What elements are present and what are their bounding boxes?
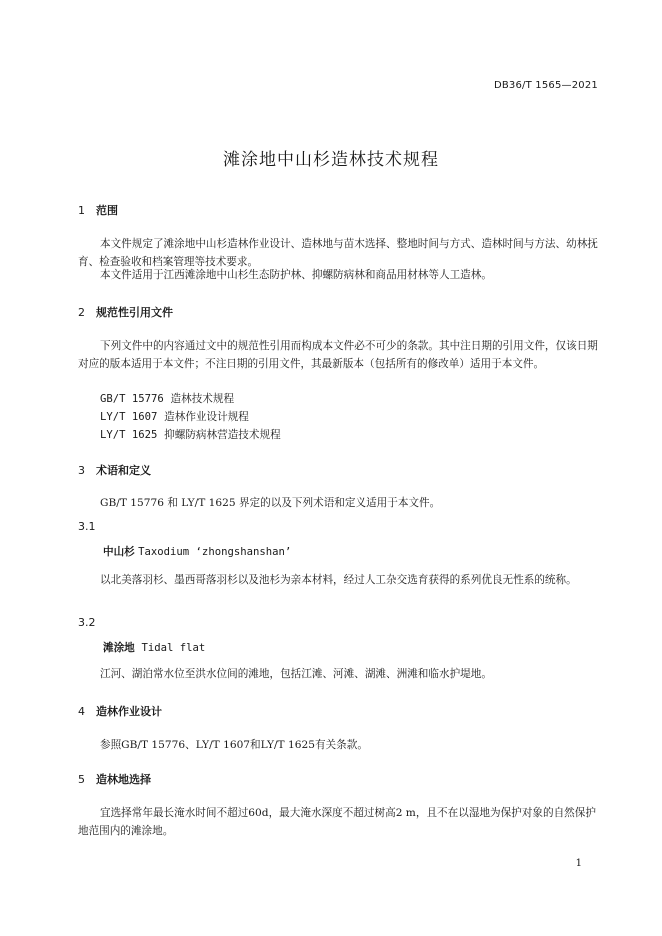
section-title: 规范性引用文件 (96, 306, 173, 319)
paragraph: 本文件规定了滩涂地中山杉造林作业设计、造林地与苗木选择、整地时间与方式、造林时间与方法、幼林抚育、检查验收和档案管理等技术要求。 (78, 238, 598, 268)
page-number: 1 (575, 858, 582, 869)
paragraph: GB/T 15776 和 LY/T 1625 界定的以及下列术语和定义适用于本文件。 (100, 497, 441, 509)
reference-code: GB/T 15776 (100, 393, 164, 405)
term-english: Tidal flat (141, 642, 206, 654)
section-title: 术语和定义 (96, 464, 151, 477)
section-title: 范围 (96, 204, 118, 217)
section-3-heading (78, 462, 151, 478)
section-4-heading (78, 703, 162, 719)
term-chinese: 中山杉 (103, 546, 135, 558)
reference-name: 抑螺防病林营造技术规程 (164, 429, 281, 441)
reference-code: LY/T 1607 (100, 411, 158, 423)
paragraph: 本文件适用于江西滩涂地中山杉生态防护林、抑螺防病林和商品用材林等人工造林。 (100, 269, 492, 281)
document-title: 滩涂地中山杉造林技术规程 (223, 150, 439, 170)
reference-code: LY/T 1625 (100, 429, 158, 441)
reference-name: 造林技术规程 (170, 393, 235, 405)
term-definition: 以北美落羽杉、墨西哥落羽杉以及池杉为亲本材料，经过人工杂交选育获得的系列优良无性系的统称。 (100, 574, 577, 586)
paragraph: 宜选择常年最长淹水时间不超过60d，最大淹水深度不超过树高2 m，且不在以湿地为保护对象的自然保护地范围内的滩涂地。 (78, 807, 596, 837)
section-5-heading (78, 771, 151, 787)
section-number: 1 (78, 204, 85, 217)
term-entry (103, 640, 205, 655)
term-chinese: 滩涂地 (103, 642, 135, 654)
paragraph: 参照GB/T 15776、LY/T 1607和LY/T 1625有关条款。 (100, 739, 368, 751)
reference-item (100, 426, 281, 444)
term-definition: 江河、湖泊常水位至洪水位间的滩地，包括江滩、河滩、湖滩、洲滩和临水护堤地。 (100, 668, 492, 680)
section-number: 2 (78, 306, 85, 319)
reference-item (100, 408, 249, 426)
term-entry (103, 544, 291, 559)
document-code: DB36/T 1565—2021 (493, 80, 598, 91)
section-1-heading (78, 202, 118, 218)
paragraph: 下列文件中的内容通过文中的规范性引用而构成本文件必不可少的条款。其中注日期的引用文件，仅该日期对应的版本适用于本文件；不注日期的引用文件，其最新版本（包括所有的修改单）适用于本文件。 (78, 340, 598, 370)
section-number: 5 (78, 773, 85, 786)
section-title: 造林地选择 (96, 773, 151, 786)
reference-item (100, 390, 234, 408)
term-number: 3.1 (78, 520, 96, 533)
section-title: 造林作业设计 (96, 705, 162, 718)
section-2-heading (78, 304, 173, 320)
section-number: 3 (78, 464, 85, 477)
term-number: 3.2 (78, 616, 96, 629)
section-number: 4 (78, 705, 85, 718)
term-english: Taxodium ‘zhongshanshan’ (138, 546, 292, 558)
reference-name: 造林作业设计规程 (164, 411, 249, 423)
